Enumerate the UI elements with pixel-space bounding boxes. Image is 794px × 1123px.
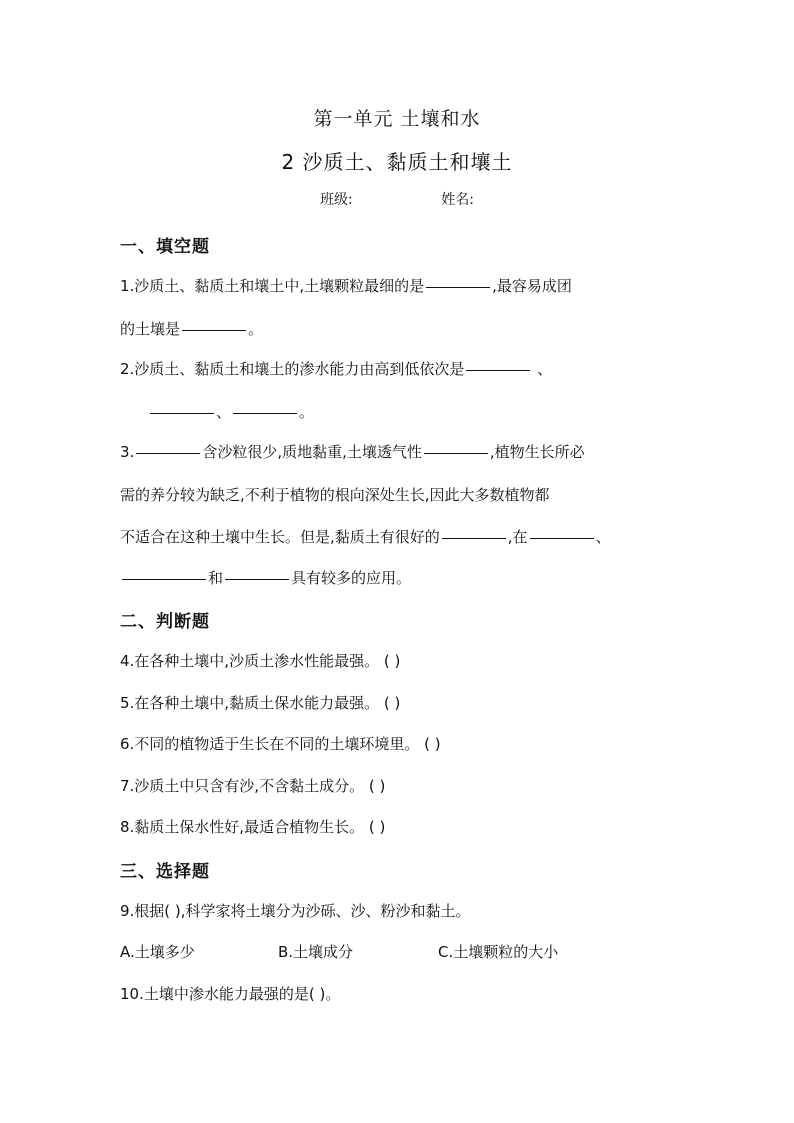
option-c[interactable]: C.土壤颗粒的大小 (438, 943, 559, 961)
question-5: 5.在各种土壤中,黏质土保水能力最强。 ( ) (120, 694, 401, 712)
section-fill-in: 一、填空题 (120, 237, 210, 257)
answer-blank[interactable] (530, 537, 594, 539)
question-1-text-d: 。 (248, 320, 264, 338)
answer-blank[interactable] (233, 412, 297, 414)
question-1-text-c: 的土壤是 (120, 320, 181, 338)
question-1-text-a: 1.沙质土、黏质土和壤土中,土壤颗粒最细的是 (120, 277, 425, 295)
name-label: 姓名: (441, 192, 474, 208)
answer-blank[interactable] (182, 329, 246, 331)
question-1-line-2 (120, 318, 263, 339)
question-9-options (120, 941, 558, 962)
answer-blank[interactable] (122, 578, 206, 580)
question-3-text-c: 不适合在这种土壤中生长。但是,黏质土有很好的 (120, 528, 440, 546)
question-3-line-1 (120, 441, 585, 462)
question-3-text-e: 、 (595, 528, 611, 546)
question-2-line-1 (120, 358, 552, 379)
question-10: 10.土壤中渗水能力最强的是( )。 (120, 985, 341, 1003)
question-3-line-2: 需的养分较为缺乏,不利于植物的根向深处生长,因此大多数植物都 (120, 486, 550, 504)
class-label: 班级: (320, 192, 353, 208)
question-3-line-4 (120, 567, 411, 588)
question-7: 7.沙质土中只含有沙,不含黏土成分。 ( ) (120, 777, 386, 795)
unit-title: 第一单元 土壤和水 (313, 108, 481, 130)
question-1-text-b: ,最容易成团 (492, 277, 572, 295)
question-6: 6.不同的植物适于生长在不同的土壤环境里。 ( ) (120, 735, 441, 753)
question-2-separator: 、 (216, 403, 232, 421)
question-3-text-f: 和 (208, 569, 224, 587)
answer-blank[interactable] (426, 286, 490, 288)
answer-blank[interactable] (136, 452, 200, 454)
answer-blank[interactable] (225, 578, 289, 580)
question-3-line-3 (120, 526, 611, 547)
section-multiple-choice: 三、选择题 (120, 862, 210, 882)
student-info (0, 189, 794, 209)
question-3-text-g: 具有较多的应用。 (291, 569, 412, 587)
question-3-number: 3. (120, 443, 135, 461)
question-9: 9.根据( ),科学家将土壤分为沙砾、沙、粉沙和黏土。 (120, 902, 471, 920)
answer-blank[interactable] (442, 537, 506, 539)
question-2-text-b: 、 (532, 360, 553, 378)
question-2-line-2 (148, 401, 314, 422)
option-a[interactable]: A.土壤多少 (120, 943, 195, 961)
answer-blank[interactable] (466, 369, 530, 371)
answer-blank[interactable] (150, 412, 214, 414)
section-true-false: 二、判断题 (120, 612, 210, 632)
answer-blank[interactable] (424, 452, 488, 454)
question-2-text-a: 2.沙质土、黏质土和壤土的渗水能力由高到低依次是 (120, 360, 465, 378)
question-8: 8.黏质土保水性好,最适合植物生长。 ( ) (120, 818, 386, 836)
option-b[interactable]: B.土壤成分 (278, 943, 354, 961)
question-3-text-a: 含沙粒很少,质地黏重,土壤透气性 (202, 443, 422, 461)
question-3-text-b: ,植物生长所必 (489, 443, 585, 461)
question-4: 4.在各种土壤中,沙质土渗水性能最强。 ( ) (120, 652, 401, 670)
question-2-end: 。 (299, 403, 315, 421)
question-1-line-1 (120, 275, 572, 296)
question-3-text-d: ,在 (507, 528, 528, 546)
lesson-title: 2 沙质土、黏质土和壤土 (281, 150, 513, 174)
